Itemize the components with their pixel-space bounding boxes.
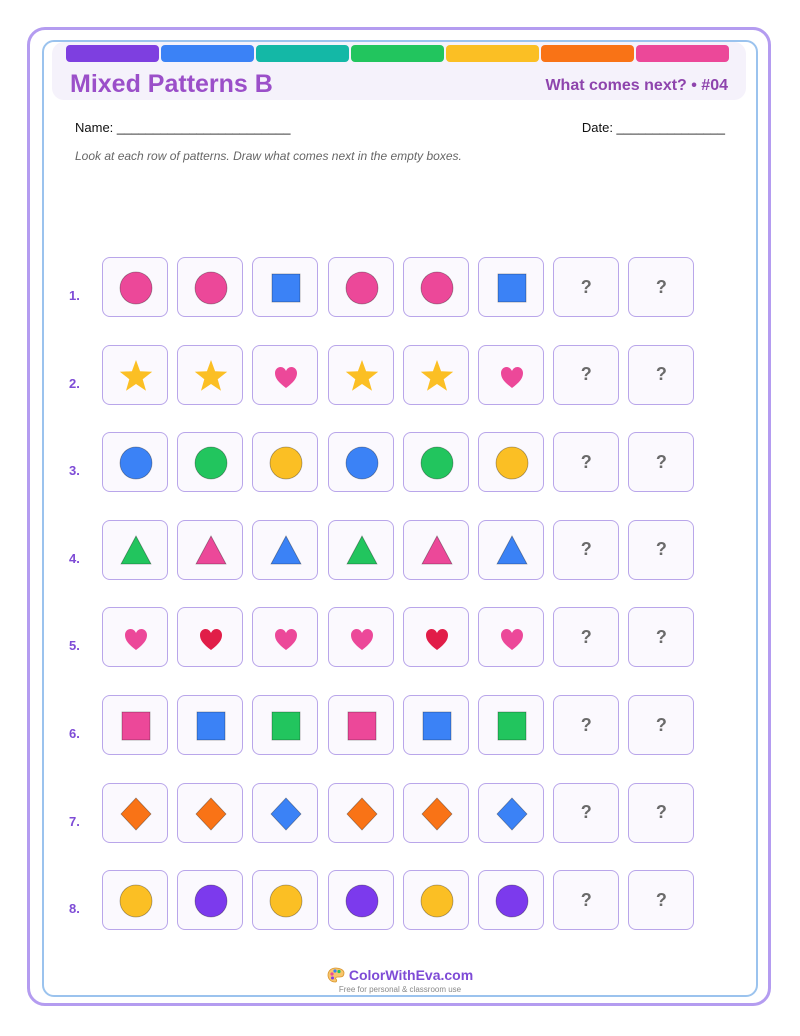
diamond-icon (103, 784, 169, 844)
pattern-box (403, 607, 469, 667)
question-mark: ? (580, 802, 592, 823)
circle-shape (496, 885, 528, 917)
circle-shape (120, 885, 152, 917)
brand-tagline: Free for personal & classroom use (338, 985, 462, 994)
question-mark: ? (655, 889, 667, 910)
triangle-shape (347, 536, 377, 564)
answer-box[interactable] (628, 345, 694, 405)
diamond-icon (404, 784, 470, 844)
pattern-box (252, 345, 318, 405)
diamond-shape (271, 798, 301, 830)
question-mark: ? (580, 626, 592, 647)
pattern-box (403, 432, 469, 492)
pattern-box (102, 257, 168, 317)
triangle-icon (253, 521, 319, 581)
pattern-box (478, 607, 544, 667)
pattern-box (403, 695, 469, 755)
heart-shape (275, 367, 297, 388)
pattern-box (177, 607, 243, 667)
color-bar-4 (351, 45, 444, 62)
circle-shape (346, 447, 378, 479)
diamond-icon (253, 784, 319, 844)
pattern-box (252, 783, 318, 843)
answer-box[interactable] (553, 695, 619, 755)
circle-icon (479, 871, 545, 931)
pattern-box (177, 257, 243, 317)
pattern-box (478, 257, 544, 317)
question-mark: ? (655, 276, 667, 297)
pattern-box (328, 345, 394, 405)
pattern-box (403, 520, 469, 580)
question-mark: ? (655, 451, 667, 472)
pattern-box (328, 607, 394, 667)
pattern-box (478, 783, 544, 843)
color-bar-6 (541, 45, 634, 62)
circle-shape (120, 272, 152, 304)
circle-shape (421, 447, 453, 479)
heart-icon (329, 608, 395, 668)
color-bar-5 (446, 45, 539, 62)
answer-box[interactable] (553, 257, 619, 317)
answer-box[interactable] (628, 257, 694, 317)
heart-shape (275, 629, 297, 650)
triangle-shape (196, 536, 226, 564)
footer (0, 967, 800, 994)
circle-shape (421, 272, 453, 304)
pattern-box (177, 695, 243, 755)
answer-box[interactable] (553, 607, 619, 667)
square-icon (329, 696, 395, 756)
circle-icon (253, 433, 319, 493)
star-shape (120, 360, 152, 391)
question-mark: ? (580, 889, 592, 910)
pattern-box (252, 695, 318, 755)
pattern-box (102, 695, 168, 755)
pattern-box (478, 432, 544, 492)
circle-icon (178, 433, 244, 493)
brand-name: ColorWithEva.com (348, 967, 474, 984)
circle-icon (253, 871, 319, 931)
pattern-box (328, 870, 394, 930)
color-bar-1 (66, 45, 159, 62)
diamond-shape (121, 798, 151, 830)
circle-icon (329, 871, 395, 931)
triangle-icon (103, 521, 169, 581)
triangle-shape (271, 536, 301, 564)
row-number: 5. (69, 638, 80, 654)
pattern-box (403, 870, 469, 930)
pattern-box (478, 695, 544, 755)
square-icon (103, 696, 169, 756)
question-mark: ? (655, 802, 667, 823)
row-number: 4. (69, 550, 80, 566)
square-icon (178, 696, 244, 756)
palette-icon (327, 967, 345, 986)
pattern-box (478, 345, 544, 405)
instructions: Look at each row of patterns. Draw what comes next in the empty boxes. (75, 149, 462, 163)
pattern-box (102, 432, 168, 492)
triangle-icon (178, 521, 244, 581)
star-shape (421, 360, 453, 391)
star-icon (404, 346, 470, 406)
pattern-box (252, 607, 318, 667)
circle-shape (346, 272, 378, 304)
square-icon (253, 696, 319, 756)
star-shape (345, 360, 377, 391)
question-mark: ? (655, 364, 667, 385)
brand (0, 967, 800, 986)
diamond-shape (196, 798, 226, 830)
heart-icon (103, 608, 169, 668)
circle-shape (120, 447, 152, 479)
pattern-box (478, 870, 544, 930)
heart-icon (479, 346, 545, 406)
pattern-box (102, 520, 168, 580)
answer-box[interactable] (553, 870, 619, 930)
heart-shape (351, 629, 373, 650)
pattern-box (403, 257, 469, 317)
square-icon (479, 258, 545, 318)
pattern-box (102, 870, 168, 930)
circle-shape (195, 272, 227, 304)
square-shape (498, 274, 526, 302)
color-bar-3 (256, 45, 349, 62)
row-number: 1. (69, 288, 80, 303)
heart-shape (200, 629, 222, 650)
pattern-box (102, 607, 168, 667)
pattern-box (252, 520, 318, 580)
square-icon (404, 696, 470, 756)
answer-box[interactable] (553, 345, 619, 405)
circle-shape (195, 885, 227, 917)
triangle-shape (121, 536, 151, 564)
heart-shape (501, 367, 523, 388)
circle-icon (178, 871, 244, 931)
circle-icon (103, 871, 169, 931)
pattern-box (177, 345, 243, 405)
heart-icon (253, 346, 319, 406)
answer-box[interactable] (553, 432, 619, 492)
circle-shape (270, 447, 302, 479)
page-subtitle: What comes next? • #04 (545, 77, 728, 94)
diamond-icon (329, 784, 395, 844)
square-shape (272, 274, 300, 302)
page-title: Mixed Patterns B (70, 70, 273, 98)
question-mark: ? (580, 451, 592, 472)
pattern-box (102, 345, 168, 405)
diamond-shape (497, 798, 527, 830)
heart-icon (404, 608, 470, 668)
triangle-icon (329, 521, 395, 581)
square-icon (253, 258, 319, 318)
date-field[interactable]: Date: _______________ (581, 120, 725, 135)
square-shape (122, 712, 150, 740)
question-mark: ? (655, 626, 667, 647)
pattern-box (328, 695, 394, 755)
color-bar-strip (66, 45, 729, 62)
square-shape (498, 712, 526, 740)
diamond-shape (422, 798, 452, 830)
question-mark: ? (580, 714, 592, 735)
name-field[interactable]: Name: ________________________ (75, 120, 291, 135)
circle-shape (346, 885, 378, 917)
pattern-box (102, 783, 168, 843)
heart-icon (253, 608, 319, 668)
question-mark: ? (580, 276, 592, 297)
triangle-shape (497, 536, 527, 564)
answer-box[interactable] (553, 783, 619, 843)
answer-box[interactable] (628, 870, 694, 930)
star-icon (329, 346, 395, 406)
question-mark: ? (580, 539, 592, 560)
star-shape (195, 360, 227, 391)
row-number: 7. (69, 813, 80, 829)
pattern-box (403, 345, 469, 405)
circle-icon (329, 433, 395, 493)
answer-box[interactable] (628, 607, 694, 667)
circle-icon (178, 258, 244, 318)
heart-shape (125, 629, 147, 650)
inner-border (42, 40, 758, 997)
pattern-box (177, 432, 243, 492)
pattern-box (403, 783, 469, 843)
diamond-shape (347, 798, 377, 830)
answer-box[interactable] (628, 520, 694, 580)
row-number: 3. (69, 463, 80, 479)
pattern-box (328, 783, 394, 843)
row-number: 6. (69, 726, 80, 741)
color-bar-2 (161, 45, 254, 62)
square-shape (272, 712, 300, 740)
circle-shape (496, 447, 528, 479)
triangle-icon (404, 521, 470, 581)
question-mark: ? (655, 714, 667, 735)
heart-shape (426, 629, 448, 650)
pattern-box (177, 870, 243, 930)
question-mark: ? (655, 539, 667, 560)
heart-icon (178, 608, 244, 668)
diamond-icon (479, 784, 545, 844)
heart-icon (479, 608, 545, 668)
circle-icon (404, 258, 470, 318)
heart-shape (501, 629, 523, 650)
pattern-box (328, 257, 394, 317)
pattern-box (177, 520, 243, 580)
circle-shape (270, 885, 302, 917)
circle-shape (195, 447, 227, 479)
diamond-icon (178, 784, 244, 844)
row-number: 8. (69, 901, 80, 917)
circle-icon (479, 433, 545, 493)
row-number: 2. (69, 375, 80, 391)
square-shape (197, 712, 225, 740)
answer-box[interactable] (628, 783, 694, 843)
star-icon (103, 346, 169, 406)
answer-box[interactable] (628, 432, 694, 492)
circle-icon (103, 433, 169, 493)
answer-box[interactable] (553, 520, 619, 580)
circle-shape (421, 885, 453, 917)
star-icon (178, 346, 244, 406)
circle-icon (404, 433, 470, 493)
triangle-icon (479, 521, 545, 581)
answer-box[interactable] (628, 695, 694, 755)
pattern-box (252, 257, 318, 317)
pattern-box (177, 783, 243, 843)
color-bar-7 (636, 45, 729, 62)
pattern-box (252, 870, 318, 930)
pattern-box (478, 520, 544, 580)
circle-icon (404, 871, 470, 931)
pattern-box (328, 432, 394, 492)
circle-icon (329, 258, 395, 318)
pattern-box (328, 520, 394, 580)
triangle-shape (422, 536, 452, 564)
square-shape (348, 712, 376, 740)
square-icon (479, 696, 545, 756)
question-mark: ? (580, 364, 592, 385)
square-shape (423, 712, 451, 740)
circle-icon (103, 258, 169, 318)
pattern-box (252, 432, 318, 492)
